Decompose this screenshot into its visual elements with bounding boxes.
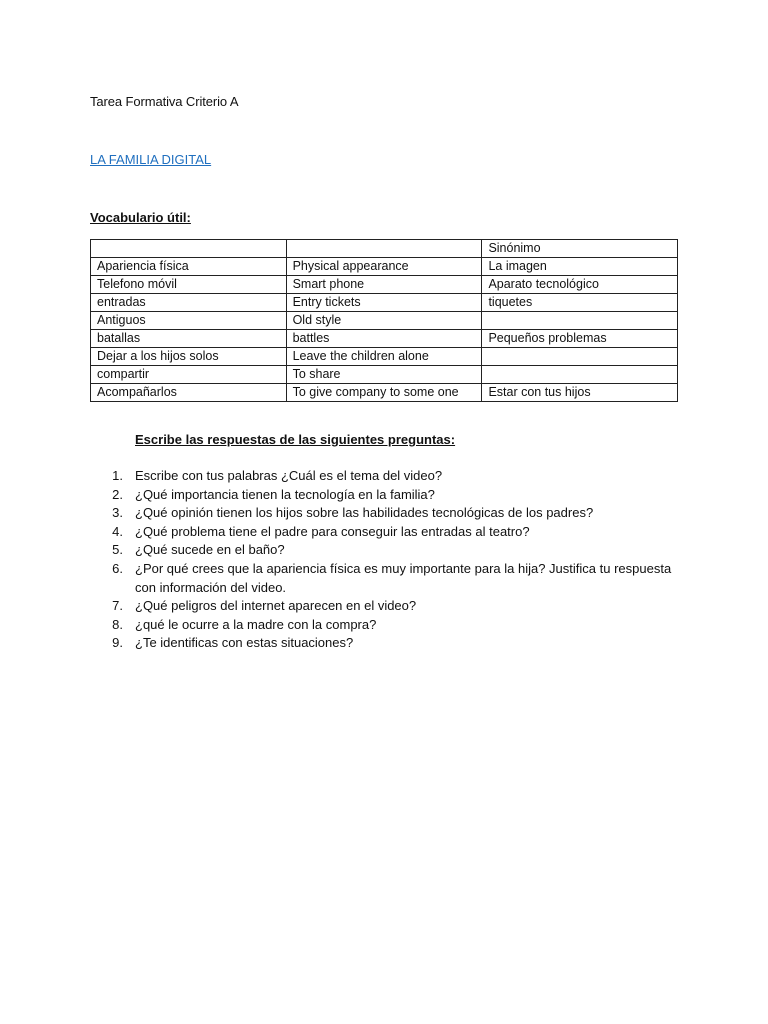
questions-heading: Escribe las respuestas de las siguientes preguntas: (135, 432, 456, 447)
table-cell: Estar con tus hijos (482, 384, 678, 402)
table-cell (482, 348, 678, 366)
document-title: Tarea Formativa Criterio A (90, 94, 239, 109)
table-cell (482, 312, 678, 330)
question-text: ¿qué le ocurre a la madre con la compra? (135, 616, 377, 632)
list-item (90, 634, 690, 653)
table-cell: Pequeños problemas (482, 330, 678, 348)
list-number: 6. (112, 560, 123, 576)
table-cell: entradas (91, 294, 287, 312)
table-header-row (91, 240, 678, 258)
list-item (90, 486, 690, 505)
table-cell: Old style (286, 312, 482, 330)
question-text: Escribe con tus palabras ¿Cuál es el tema del video? (135, 468, 443, 483)
question-text: ¿Qué importancia tienen la tecnología en la familia? (135, 486, 435, 502)
table-cell: Telefono móvil (91, 276, 287, 294)
list-item (90, 504, 690, 523)
question-text: ¿Qué opinión tienen los hijos sobre las habilidades tecnológicas de los padres? (135, 505, 594, 521)
table-cell: Smart phone (286, 276, 482, 294)
list-number: 1. (112, 468, 123, 483)
table-cell: Physical appearance (286, 258, 482, 276)
question-text: ¿Por qué crees que la apariencia física es muy importante para la hija? Justifica tu respuesta con información del video. (135, 560, 672, 595)
list-number: 5. (112, 542, 123, 558)
table-cell: To share (286, 366, 482, 384)
questions-list (90, 467, 690, 653)
table-row (91, 330, 678, 348)
table-cell: tiquetes (482, 294, 678, 312)
question-text: ¿Qué peligros del internet aparecen en el video? (135, 598, 417, 614)
list-number: 2. (112, 486, 123, 502)
list-item (90, 467, 690, 486)
list-item (90, 541, 690, 560)
table-row (91, 384, 678, 402)
list-number: 7. (112, 598, 123, 614)
vocabulary-table (90, 239, 678, 402)
list-item (90, 616, 690, 635)
table-row (91, 348, 678, 366)
question-text: ¿Qué problema tiene el padre para conseguir las entradas al teatro? (135, 523, 530, 539)
table-cell: battles (286, 330, 482, 348)
video-link[interactable]: LA FAMILIA DIGITAL (90, 152, 212, 167)
list-item (90, 597, 690, 616)
table-cell: Acompañarlos (91, 384, 287, 402)
table-row (91, 258, 678, 276)
table-cell (91, 240, 287, 258)
list-number: 4. (112, 523, 123, 539)
table-cell: Antiguos (91, 312, 287, 330)
question-text: ¿Te identificas con estas situaciones? (135, 635, 354, 651)
table-cell: batallas (91, 330, 287, 348)
table-row (91, 294, 678, 312)
table-cell: La imagen (482, 258, 678, 276)
table-cell: Leave the children alone (286, 348, 482, 366)
table-cell: compartir (91, 366, 287, 384)
table-cell: Sinónimo (482, 240, 678, 258)
vocabulary-heading: Vocabulario útil: (90, 210, 191, 225)
table-row (91, 276, 678, 294)
question-text: ¿Qué sucede en el baño? (135, 542, 285, 558)
table-cell: To give company to some one (286, 384, 482, 402)
table-cell: Entry tickets (286, 294, 482, 312)
table-cell: Aparato tecnológico (482, 276, 678, 294)
list-number: 8. (112, 616, 123, 632)
table-cell (286, 240, 482, 258)
list-number: 3. (112, 505, 123, 521)
table-row (91, 366, 678, 384)
list-item (90, 560, 690, 597)
table-cell: Apariencia física (91, 258, 287, 276)
table-row (91, 312, 678, 330)
table-cell: Dejar a los hijos solos (91, 348, 287, 366)
list-number: 9. (112, 635, 123, 651)
list-item (90, 523, 690, 542)
table-cell (482, 366, 678, 384)
